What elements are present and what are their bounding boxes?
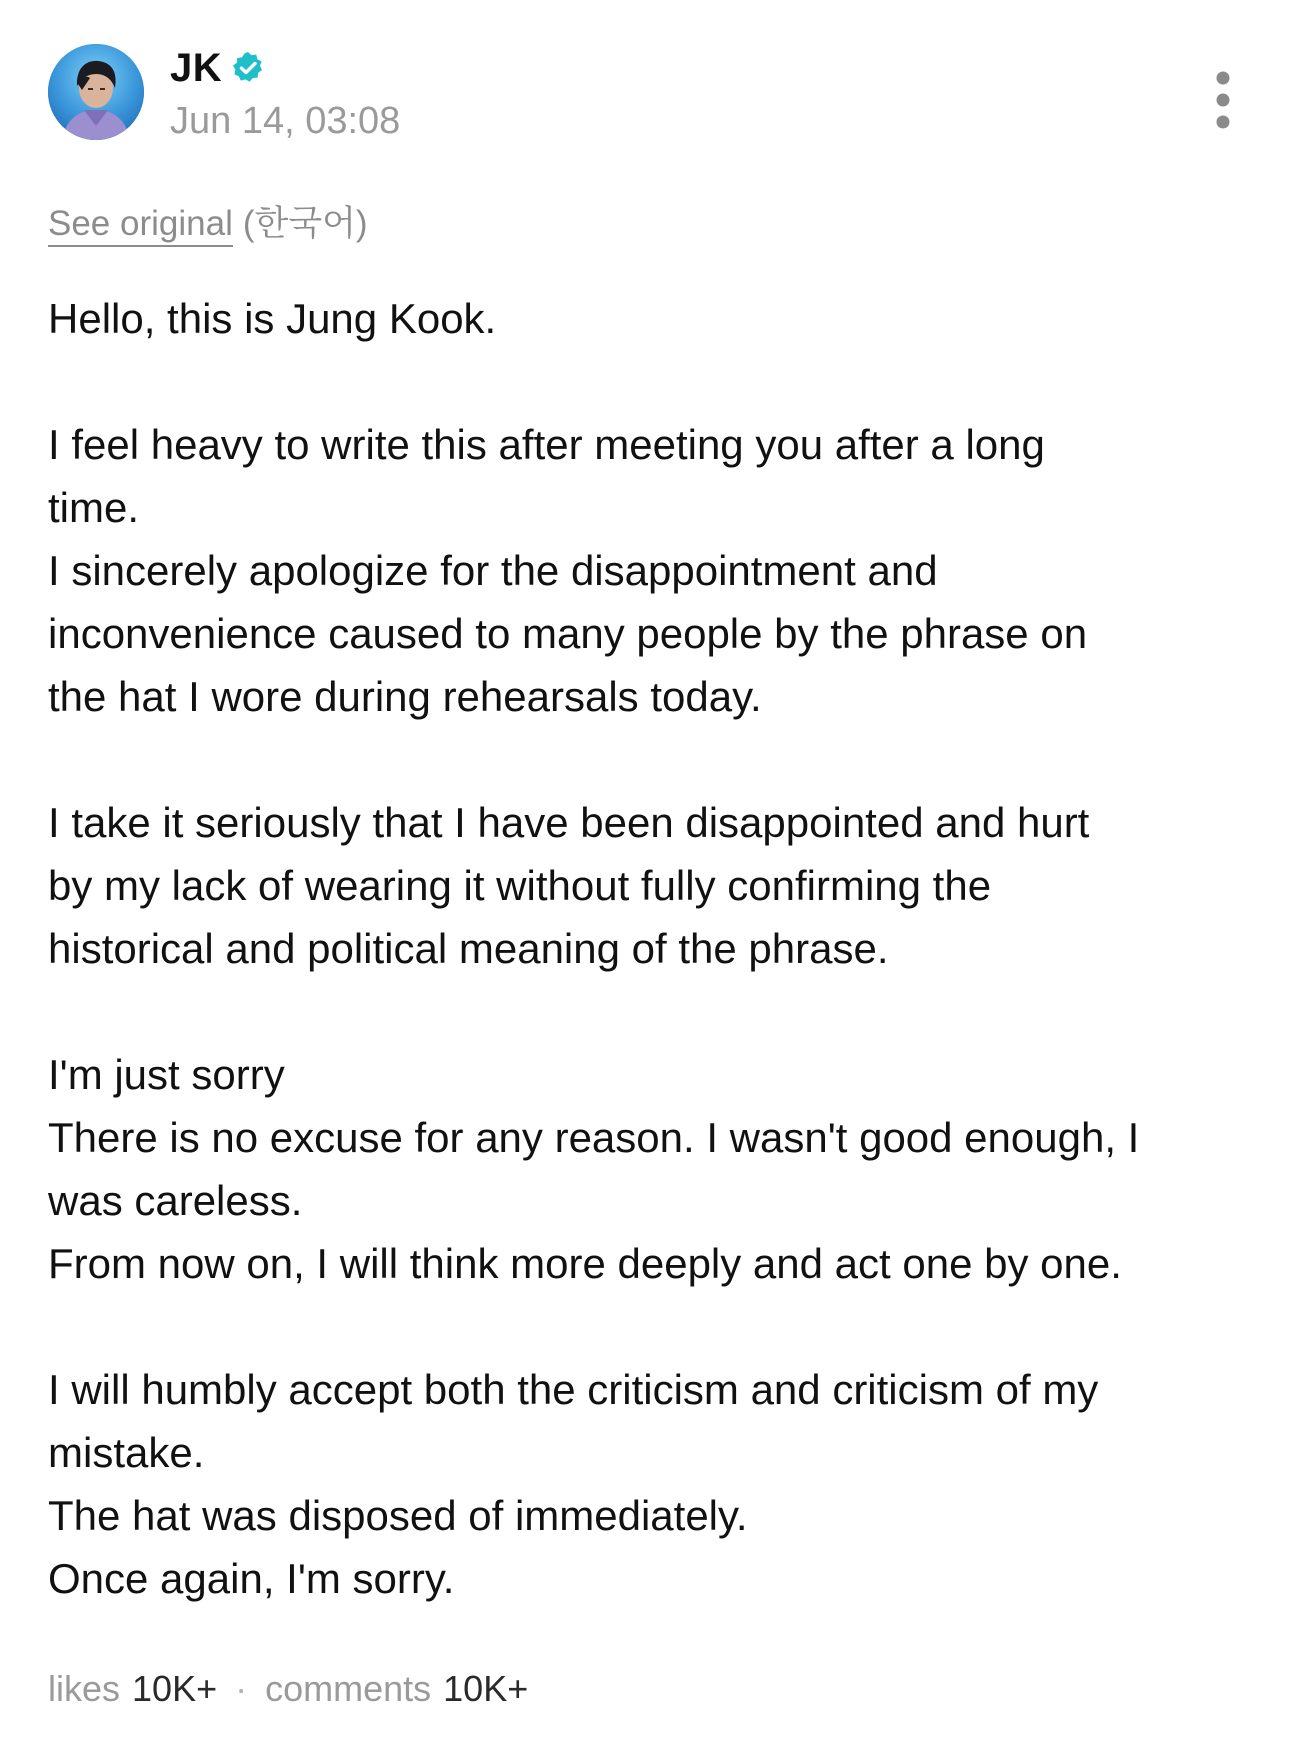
body-line: time. (48, 484, 140, 531)
body-line: I'm just sorry (48, 1051, 285, 1098)
body-line: I will humbly accept both the criticism and criticism of my (48, 1366, 1099, 1413)
body-line: The hat was disposed of immediately. (48, 1492, 748, 1539)
paragraph-gap (48, 1295, 1258, 1358)
author-line (170, 44, 266, 92)
body-line: I feel heavy to write this after meeting you after a long (48, 421, 1045, 468)
paragraph-gap (48, 350, 1258, 413)
avatar-photo-icon (48, 44, 144, 140)
paragraph-gap (48, 980, 1258, 1043)
body-line: the hat I wore during rehearsals today. (48, 673, 762, 720)
post-date: Jun 14, 03:08 (170, 100, 401, 142)
post-header (48, 44, 1241, 144)
paragraph-gap (48, 728, 1258, 791)
body-line: historical and political meaning of the phrase. (48, 925, 889, 972)
see-original-link[interactable]: See original (48, 204, 233, 247)
body-line: I take it seriously that I have been disappointed and hurt (48, 799, 1090, 846)
likes-count: 10K+ (132, 1668, 218, 1709)
body-line: Once again, I'm sorry. (48, 1555, 455, 1602)
body-line: by my lack of wearing it without fully confirming the (48, 862, 992, 909)
post-stats (48, 1668, 528, 1710)
comments-stat[interactable] (265, 1668, 528, 1710)
original-language-label: (한국어) (242, 204, 368, 243)
author-name[interactable]: JK (170, 45, 223, 90)
body-line: From now on, I will think more deeply and act one by one. (48, 1240, 1122, 1287)
body-line: I sincerely apologize for the disappointment and (48, 547, 938, 594)
more-button[interactable] (1205, 68, 1241, 132)
avatar[interactable] (48, 44, 144, 140)
comments-label: comments (265, 1668, 432, 1709)
more-vertical-icon (1205, 68, 1241, 132)
body-line: inconvenience caused to many people by the phrase on (48, 610, 1088, 657)
translation-bar (48, 196, 368, 246)
body-line: was careless. (48, 1177, 303, 1224)
comments-count: 10K+ (443, 1668, 529, 1709)
body-line: mistake. (48, 1429, 205, 1476)
verified-badge-icon (230, 50, 266, 86)
body-line: Hello, this is Jung Kook. (48, 295, 497, 342)
body-line: There is no excuse for any reason. I wasn't good enough, I (48, 1114, 1140, 1161)
post-body (48, 287, 1258, 1610)
likes-label: likes (48, 1668, 121, 1709)
stats-separator: · (235, 1668, 248, 1709)
likes-stat[interactable] (48, 1668, 217, 1710)
